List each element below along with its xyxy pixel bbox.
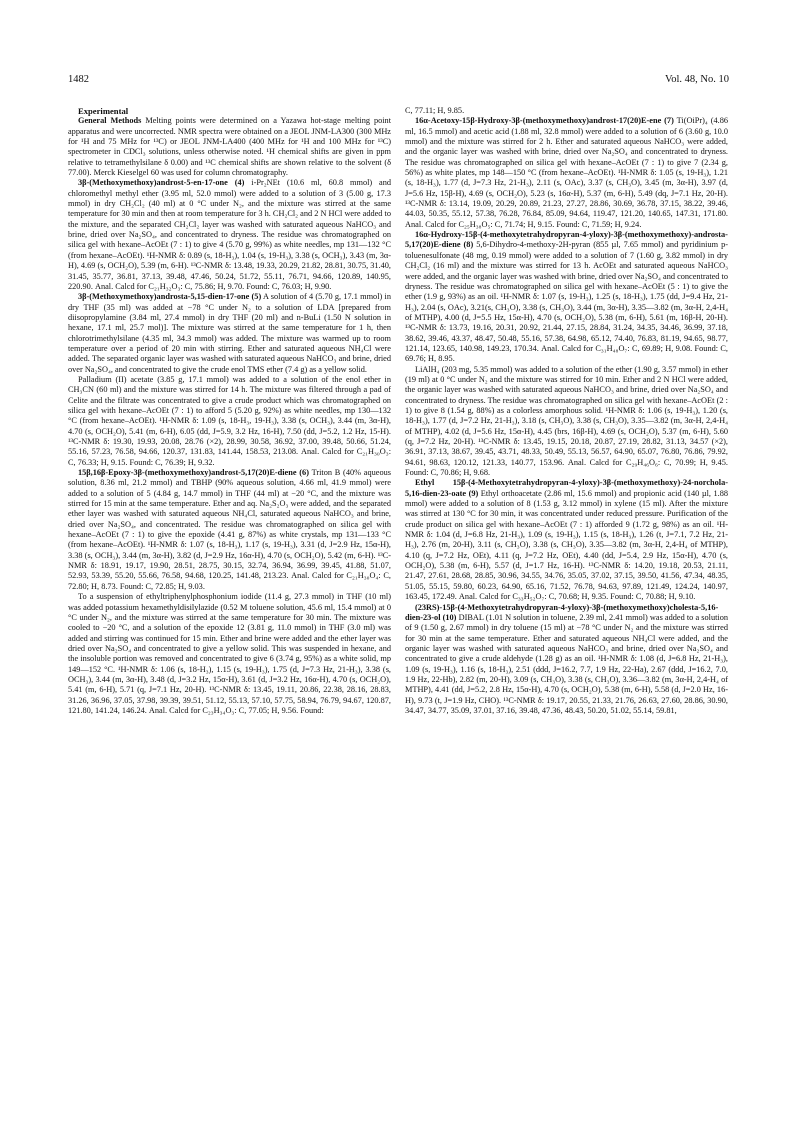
paragraph-title: 3β-(Methoxymethoxy)androsta-5,15-dien-17-one (5) [78,292,262,302]
left-column [68,106,391,716]
paragraph-body: 5,6-Dihydro-4-methoxy-2H-pyran (855 µl, 7.65 mmol) and pyridinium p-toluenesulfonate (48 mg, 0.19 mmol) were added to a solution of 7 (1.60 g, 3.82 mmol) in dry CH₂Cl₂ (16 ml) and the mixture was stirred for 13 h. AcOEt and saturated aqueous NaHCO₃ were added, and the organic layer was washed with brine, dried over Na₂SO₄ and concentrated to dryness. The residue was chromatographed on silica gel with hexane–AcOEt (5 : 1) to give the ether (1.9 g, 93%) as an oil. ¹H-NMR δ: 1.07 (s, 19-H₃), 1.25 (s, 18-H₃), 1.75 (dd, J=9.4 Hz, 21-H₃), 2.04 (s, OAc), 3.21(s, CH₃O), 3.38 (s, CH₃O), 3.44 (m, 3α-H), 3.35—3.82 (m, 3α-H, 2,4-H₄ of MTHP), 4.00 (d, J=5.5 Hz, 15α-H), 4.70 (s, OCH₂O), 5.38 (m, 6-H), 5.61 (m, 16β-H, 20-H). ¹³C-NMR δ: 13.73, 19.16, 20.31, 20.92, 21.44, 27.15, 28.84, 31.24, 34.35, 34.46, 36.99, 37.18, 38.62, 39.46, 43.37, 48.47, 50.48, 55.16, 57.38, 64.98, 65.12, 74.40, 76.83, 81.19, 94.65, 98.77, 121.14, 123.65, 140.98, 149.23, 170.34. Anal. Calcd for C₃₁H₄₈O₇: C, 69.89; H, 9.08. Found: C, 69.76; H, 8.95. [405,240,728,364]
paragraph-compound-10 [405,603,728,717]
paragraph-title: 16α-Hydroxy-15β-(4-methoxytetrahydropyran-4-yloxy)-3β-(methoxymethoxy)-androsta-5,17(20)E-diene (8) [405,230,728,250]
paragraph-title: 16α-Acetoxy-15β-Hydroxy-3β-(methoxymethoxy)androst-17(20)E-ene (7) [415,116,674,126]
paragraph-body: LiAlH₄ (203 mg, 5.35 mmol) was added to a solution of the ether (1.90 g, 3.57 mmol) in ether (19 ml) at 0 °C under N₂ and the mixture was stirred for 10 min. Ether and 2 N HCl were added, the organic layer was washed with saturated aqueous NaHCO₃ and brine, dried over Na₂SO₄ and concentrated to dryness. The residue was chromatographed on silica gel with hexane–AcOEt (2 : 1) to give 8 (1.54 g, 88%) as a colorless amorphous solid. ¹H-NMR δ: 1.06 (s, 19-H₃), 1.20 (s, 18-H₃), 1.77 (d, J=7.2 Hz, 21-H₃), 3.18 (s, CH₃O), 3.38 (s, CH₃O), 3.35—3.82 (m, 3α-H, 2,4-H₄ of MTHP), 4.02 (d, J=5.6 Hz, 15α-H), 4.45 (brs, 16β-H), 4.69 (s, OCH₂O), 5.37 (m, 6-H), 5.60 (q, J=7.2 Hz, 20-H). ¹³C-NMR δ: 13.45, 19.15, 20.18, 20.87, 27.19, 28.82, 31.13, 34.57 (×2), 36.91, 37.13, 38.67, 39.45, 43.71, 48.33, 50.49, 55.13, 56.57, 64.90, 65.07, 76.80, 76.86, 79.92, 94.61, 98.63, 120.12, 121.33, 140.77, 153.96. Anal. Calcd for C₂₉H₄₆O₆: C, 70.99; H, 9.45. Found: C, 70.86; H, 9.68. [405,364,728,478]
paragraph-compound-9 [405,478,728,602]
paragraph-compound-4 [68,178,391,292]
journal-volume: Vol. 48, No. 10 [665,74,729,85]
paragraph-body: Palladium (II) acetate (3.85 g, 17.1 mmol) was added to a solution of the enol ether in CH₃CN (60 ml) and the mixture was stirred for 14 h. The mixture was filtered through a pad of Celite and the filtrate was concentrated to give a crude product which was chromatographed on silica gel with hexane–AcOEt (7 : 1) to afford 5 (5.20 g, 92%) as white needles, mp 130—132 °C (from hexane–AcOEt). ¹H-NMR δ: 1.09 (s, 18-H₃, 19-H₃), 3.38 (s, OCH₃), 3.44 (m, 3α-H), 4.70 (s, OCH₂O), 5.41 (m, 6-H), 6.05 (dd, J=5.9, 3.2 Hz, 16-H), 7.50 (dd, J=5.2, 1.2 Hz, 15-H). ¹³C-NMR δ: 19.30, 19.93, 20.08, 28.76 (×2), 28.99, 30.58, 36.92, 37.00, 39.48, 50.66, 51.24, 55.16, 57.23, 76.58, 94.66, 120.37, 131.83, 141.44, 158.53, 213.08. Anal. Calcd for C₂₁H₃₀O₃: C, 76.33; H, 9.15. Found: C, 76.39; H, 9.32. [68,374,391,467]
paragraph-body: Melting points were determined on a Yazawa hot-stage melting point apparatus and were uncorrected. NMR spectra were obtained on a JEOL JNM-LA300 (300 MHz for ¹H and 75 MHz for ¹³C) or JEOL JNM-LA400 (400 MHz for ¹H and 100 MHz for ¹³C) spectrometer in CDCl₃ solutions, unless otherwise noted. ¹H chemical shifts are given in ppm relative to tetramethylsilane δ 0.00) and ¹³C chemical shifts are shown relative to the solvent (δ 77.00). Merck Kieselgel 60 was used for column chromatography. [68,116,392,178]
paragraph-body: Triton B (40% aqueous solution, 8.36 ml, 21.2 mmol) and TBHP (90% aqueous solution, 4.66 ml, 41.9 mmol) were added to a solution of 5 (4.84 g, 14.7 mmol) in THF (44 ml) at −20 °C, and the mixture was stirred for 15 min at the same temperature. Ether and aq. Na₂S₂O₃ were added, and the separated ether layer was washed with saturated aqueous NH₄Cl, saturated aqueous NaHCO₃ and brine, dried over Na₂SO₄, and concentrated. The residue was chromatographed on silica gel with hexane–AcOEt (7 : 1) to give the epoxide (4.41 g, 87%) as white crystals, mp 131—133 °C (from hexane–AcOEt). ¹H-NMR δ: 1.07 (s, 18-H₃), 1.17 (s, 19-H₃), 3.31 (d, J=2.9 Hz, 15α-H), 3.38 (s, OCH₃), 3.44 (m, 3α-H), 3.82 (d, J=2.9 Hz, 16α-H), 4.70 (s, OCH₂O), 5.42 (m, 6-H). ¹³C-NMR δ: 18.91, 19.17, 19.90, 28.51, 28.75, 30.15, 32.74, 36.94, 36.99, 39.45, 41.88, 51.07, 52.93, 53.39, 55.20, 55.66, 76.58, 94.68, 120.25, 141.48, 213.23. Anal. Calcd for C₂₁H₃₀O₄: C, 72.80; H, 8.73. Found: C, 72.85; H, 9.03. [68,468,391,591]
section-heading: Experimental [78,106,129,116]
paragraph-title: 15β,16β-Epoxy-3β-(methoxymethoxy)androst-5,17(20)E-diene (6) [78,468,309,478]
paragraph-compound-6 [68,468,391,592]
paragraph-body: i-Pr₂NEt (10.6 ml, 60.8 mmol) and chloromethyl methyl ether (3.95 ml, 52.0 mmol) were added to a solution of 3 (5.00 g, 17.3 mmol) in dry CH₂Cl₂ (40 ml) at 0 °C under N₂, and the mixture was stirred at the same temperature for 30 min and then at room temperature for 3 h. CH₂Cl₂ and 2 N HCl were added to the mixture, and the separated CH₂Cl₂ layer was washed with saturated aqueous NaHCO₃ and brine, dried over Na₂SO₄, and concentrated to dryness. The residue was chromatographed on silica gel with hexane–AcOEt (7 : 1) to give 4 (5.70 g, 99%) as white needles, mp 131—132 °C (from hexane–AcOEt). ¹H-NMR δ: 0.89 (s, 18-H₃), 1.04 (s, 19-H₃), 3.38 (s, OCH₃), 3.43 (m, 3α-H), 4.69 (s, OCH₂O), 5.39 (m, 6-H). ¹³C-NMR δ: 13.48, 19.33, 20.29, 21.82, 28.81, 30.75, 31.40, 31.45, 35.77, 36.81, 37.13, 39.48, 47.46, 50.24, 51.72, 55.11, 76.71, 94.66, 120.89, 140.95, 220.90. Anal. Calcd for C₂₁H₃₂O₃: C, 75.86; H, 9.70. Found: C, 76.03; H, 9.90. [68,178,392,291]
paragraph-body: Ti(OiPr)₄ (4.86 ml, 16.5 mmol) and acetic acid (1.88 ml, 32.8 mmol) were added to a solution of 6 (3.60 g, 10.0 mmol) and the mixture was stirred for 2 h. Ether and saturated aqueous NaHCO₃ were added, and the organic layer was washed with brine, dried over Na₂SO₄ and concentrated to dryness. The residue was chromatographed on silica gel with hexane–AcOEt (7 : 1) to give 7 (2.34 g, 56%) as white plates, mp 148—150 °C (from hexane–AcOEt). ¹H-NMR δ: 1.05 (s, 19-H₃), 1.21 (s, 18-H₃), 1.77 (d, J=7.3 Hz, 21-H₃), 2.11 (s, OAc), 3.37 (s, CH₃O), 3.45 (m, 3α-H), 3.97 (d, J=5.6 Hz, 15β-H), 4.69 (s, OCH₂O), 5.23 (s, 16α-H), 5.37 (m, 6-H), 5.49 (dq, J=7.1 Hz, 20-H). ¹³C-NMR δ: 13.14, 19.09, 20.29, 20.89, 21.23, 27.27, 28.86, 30.69, 36.78, 37.15, 38.22, 39.46, 44.03, 50.35, 55.12, 57.38, 76.28, 76.84, 85.09, 94.64, 119.47, 121.20, 140.65, 147.31, 171.80. Anal. Calcd for C₂₅H₃₈O₅: C, 71.74; H, 9.15. Found: C, 71.59; H, 9.24. [405,116,728,229]
paragraph-title: (23RS)-15β-(4-Methoxytetrahydropyran-4-yloxy)-3β-(methoxymethoxy)cholesta-5,16-dien-23-ol (10) [405,602,719,622]
paragraph-title: Ethyl 15β-(4-Methoxytetrahydropyran-4-yloxy)-3β-(methoxymethoxy)-24-norchola-5,16-dien-23-oate (9) [405,478,728,498]
paragraph-compound-5 [68,292,391,375]
paragraph-general-methods [68,116,391,178]
paragraph-compound-8 [405,230,728,364]
right-column [405,106,728,716]
page-number: 1482 [68,74,89,85]
paragraph-body: DIBAL (1.01 N solution in toluene, 2.39 ml, 2.41 mmol) was added to a solution of 9 (1.50 g, 2.67 mmol) in dry toluene (15 ml) at −78 °C under N₂ and the mixture was stirred for 30 min at the same temperature. Ether and saturated aqueous NH₄Cl were added, and the organic layer was washed with saturated aqueous NaHCO₃ and brine, dried over Na₂SO₄ and concentrated to give a crude aldehyde (1.28 g) as an oil. ¹H-NMR δ: 1.08 (d, J=6.8 Hz, 21-H₃), 1.09 (s, 19-H₃), 1.16 (s, 18-H₃), 2.51 (ddd, J=16.2, 7.7, 1.9 Hz, 22-Ha), 2.67 (ddd, J=16.2, 7.0, 1.9 Hz, 22-Hb), 2.82 (m, 20-H), 3.09 (s, CH₃O), 3.38 (s, CH₃O), 3.36—3.82 (m, 3α-H, 2,4-H₄ of MTHP), 4.41 (dd, J=5.2, 2.8 Hz, 15α-H), 4.70 (s, OCH₂O), 5.38 (m, 6-H), 5.58 (d, J=2.0 Hz, 16-H), 9.73 (t, J=1.9 Hz, CHO). ¹³C-NMR δ: 19.17, 20.55, 21.33, 21.76, 26.63, 27.60, 28.86, 30.90, 34.47, 34.77, 35.09, 37.01, 37.16, 39.48, 47.36, 48.43, 50.20, 51.02, 55.14, 59.81, [405,612,729,715]
paragraph-body: To a suspension of ethyltriphenylphosphonium iodide (11.4 g, 27.3 mmol) in THF (10 ml) was added potassium hexamethyldisilylazide (0.52 M toluene solution, 45.6 ml, 15.4 mmol) at 0 °C under N₂, and the mixture was stirred at the same temperature for 30 min. The mixture was cooled to −20 °C, and a solution of the epoxide 12 (3.81 g, 11.0 mmol) in THF (3.0 ml) was added and stirring was continued for 15 min. Ether and brine were added and the ether layer was dried over Na₂SO₄ and concentrated to give a yellow solid. This was suspended in hexane, and the insoluble portion was removed and concentrated to give 6 (3.74 g, 95%) as a white solid, mp 149—152 °C. ¹H-NMR δ: 1.06 (s, 18-H₃), 1.15 (s, 19-H₃), 1.75 (d, J=7.3 Hz, 21-H₃), 3.38 (s, OCH₃), 3.44 (m, 3α-H), 3.48 (d, J=3.2 Hz, 15α-H), 3.61 (d, J=3.2 Hz, 16α-H), 4.70 (s, OCH₂O), 5.41 (m, 6-H), 5.71 (q, J=7.1 Hz, 20-H). ¹³C-NMR δ: 13.45, 19.11, 20.86, 22.38, 28.16, 28.83, 31.26, 36.96, 37.05, 37.98, 39.39, 39.51, 51.12, 55.13, 57.10, 57.75, 58.94, 76.79, 94.67, 120.87, 121.80, 141.24, 146.24. Anal. Calcd for C₂₃H₃₄O₃: C, 77.05; H, 9.56. Found: [68,592,391,715]
paragraph-body: C, 77.11; H, 9.85. [405,106,465,115]
paragraph-compound-7 [405,116,728,230]
paragraph-body: A solution of 4 (5.70 g, 17.1 mmol) in dry THF (35 ml) was added at −78 °C under N₂ to a solution of LDA [prepared from diisopropylamine (3.84 ml, 27.4 mmol) in dry THF (20 ml) and n-BuLi (1.50 N solution in hexane, 17.1 ml, 25.7 mol)]. The mixture was stirred at the same temperature for 1 h, then chlorotrimethylsilane (4.35 ml, 34.3 mmol) was added. The mixture was warmed up to room temperature over a period of 20 min with stirring. Ether and saturated aqueous NH₄Cl were added. The separated organic layer was washed with saturated aqueous NaHCO₃ and brine, dried over Na₂SO₄, and concentrated to give the crude enol TMS ether (7.4 g) as a yellow solid. [68,292,391,374]
paragraph-title: General Methods [78,116,142,126]
paragraph-title: 3β-(Methoxymethoxy)androst-5-en-17-one (4) [78,178,245,188]
paragraph-body: Ethyl orthoacetate (2.86 ml, 15.6 mmol) and propionic acid (140 µl, 1.88 mmol) were added to a solution of 8 (1.53 g, 3.12 mmol) in xylene (15 ml). After the mixture was stirred at 130 °C for 30 min, it was concentrated under reduced pressure. Purification of the crude product on silica gel with hexane–AcOEt (7 : 1) afforded 9 (1.72 g, 98%) as an oil. ¹H-NMR δ: 1.04 (d, J=6.8 Hz, 21-H₃), 1.09 (s, 19-H₃), 1.15 (s, 18-H₃), 1.26 (t, J=7.1, 7.2 Hz, 21-H₃), 2.76 (m, 20-H), 3.11 (s, CH₃O), 3.38 (s, CH₃O), 3.35—3.82 (m, 3α-H, 2,4-H₄ of MTHP), 4.10 (q, J=7.2 Hz, OEt), 4.11 (q, J=7.2 Hz, OEt), 4.40 (dd, J=5.4, 2.9 Hz, 15α-H), 4.70 (s, OCH₂O), 5.38 (m, 6-H), 5.57 (d, J=1.7 Hz, 16-H). ¹³C-NMR δ: 14.20, 19.18, 20.53, 21.11, 21.47, 27.61, 28.68, 28.85, 30.96, 34.55, 34.76, 35.05, 37.02, 37.15, 39.50, 41.56, 47.34, 48.35, 51.05, 55.15, 59.80, 60.23, 64.90, 65.16, 71.52, 76.78, 94.63, 97.89, 121.49, 124.24, 140.97, 163.45, 172.49. Anal. Calcd for C₃₃H₅₂O₇: C, 70.68; H, 9.35. Found: C, 70.88; H, 9.10. [405,488,729,602]
